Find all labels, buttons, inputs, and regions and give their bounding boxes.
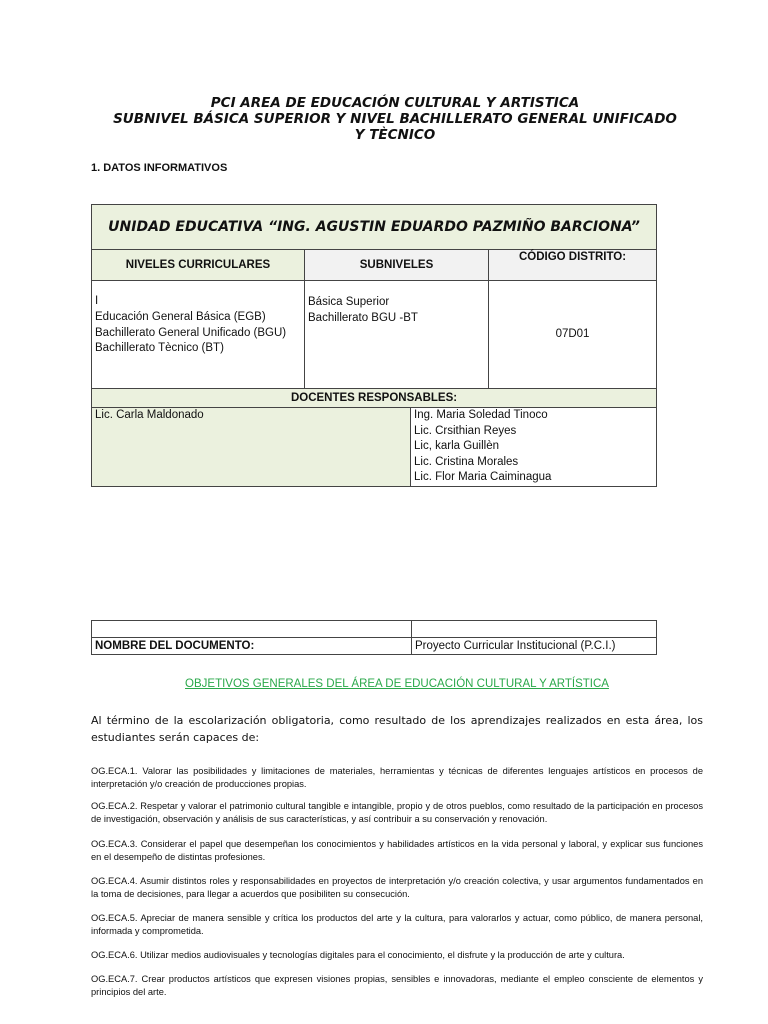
docentes-left-cell [92,408,411,487]
district-code-header: CÓDIGO DISTRITO: [489,250,657,281]
levels-line: Bachillerato General Unificado (BGU) [95,326,287,339]
objective-item: OG.ECA.7. Crear productos artísticos que expresen visiones propias, sensibles e innovadoras, mediante el empleo consciente de elementos y principios del arte. [91,974,703,997]
docente-name: Ing. Maria Soledad Tinoco [414,409,548,421]
sublevels-line: Bachillerato BGU -BT [308,311,418,324]
docentes-right-cell [411,408,657,487]
district-code-value: 07D01 [489,281,657,389]
docente-name: Lic. Carla Maldonado [95,409,204,421]
sublevels-line: Básica Superior [308,296,390,308]
objective-item: OG.ECA.2. Respetar y valorar el patrimonio cultural tangible e intangible, propio y de otros pueblos, como resultado de la participación en procesos de investigación, observación y análisis de sus características, y así contribuir a su conservación y renovación. [91,801,703,824]
empty-cell [92,621,412,638]
docente-name: Lic, karla Guillèn [414,440,500,453]
info-table [91,204,657,487]
objective-item: OG.ECA.4. Asumir distintos roles y responsabilidades en proyectos de interpretación y/o creación colectiva, y usar argumentos fundamentados en la toma de decisiones, para llegar a acuerdos que posibiliten su consecución. [91,876,703,899]
docente-name: Lic. Crsithian Reyes [414,424,517,437]
levels-line: Educación General Básica (EGB) [95,310,266,323]
document-name-table [91,620,657,655]
section-heading: 1. DATOS INFORMATIVOS [91,162,228,174]
document-title [80,95,710,143]
levels-header: NIVELES CURRICULARES [92,250,305,281]
levels-cell [92,281,305,389]
levels-line: Bachillerato Tècnico (BT) [95,342,224,355]
objective-item: OG.ECA.6. Utilizar medios audiovisuales y tecnologías digitales para el conocimiento, el disfrute y la producción de arte y cultura. [91,950,625,960]
objectives-title: OBJETIVOS GENERALES DEL ÁREA DE EDUCACIÓN CULTURAL Y ARTÍSTICA [185,678,609,690]
objective-item: OG.ECA.3. Considerar el papel que desempeñan los conocimientos y habilidades artísticos en la vida personal y laboral, y explicar sus funciones en el desempeño de distintas profesiones. [91,839,703,862]
title-line-3: Y TÈCNICO [354,127,436,143]
sublevels-header: SUBNIVELES [305,250,489,281]
levels-line: I [95,295,99,307]
document-name-value: Proyecto Curricular Institucional (P.C.I.) [412,638,657,655]
docente-name: Lic. Cristina Morales [414,455,519,468]
docente-name: Lic. Flor Maria Caiminagua [414,471,552,484]
sublevels-cell [305,281,489,389]
objective-item: OG.ECA.5. Apreciar de manera sensible y crítica los productos del arte y la cultura, para valorarlos y actuar, como público, de manera personal, informada y comprometida. [91,913,703,936]
title-line-2: SUBNIVEL BÁSICA SUPERIOR Y NIVEL BACHILLERATO GENERAL UNIFICADO [113,111,677,127]
school-name: UNIDAD EDUCATIVA “ING. AGUSTIN EDUARDO PAZMIÑO BARCIONA” [92,205,657,250]
empty-cell [412,621,657,638]
title-line-1: PCI AREA DE EDUCACIÓN CULTURAL Y ARTISTICA [210,95,580,111]
docentes-header: DOCENTES RESPONSABLES: [92,389,657,408]
objective-item: OG.ECA.1. Valorar las posibilidades y limitaciones de materiales, herramientas y técnicas de diferentes lenguajes artísticos en procesos de interpretación y/o creación de producciones propias. [91,766,703,789]
objectives-intro: Al término de la escolarización obligatoria, como resultado de los aprendizajes realizados en esta área, los estudiantes serán capaces de: [91,714,703,744]
document-name-label: NOMBRE DEL DOCUMENTO: [92,638,412,655]
